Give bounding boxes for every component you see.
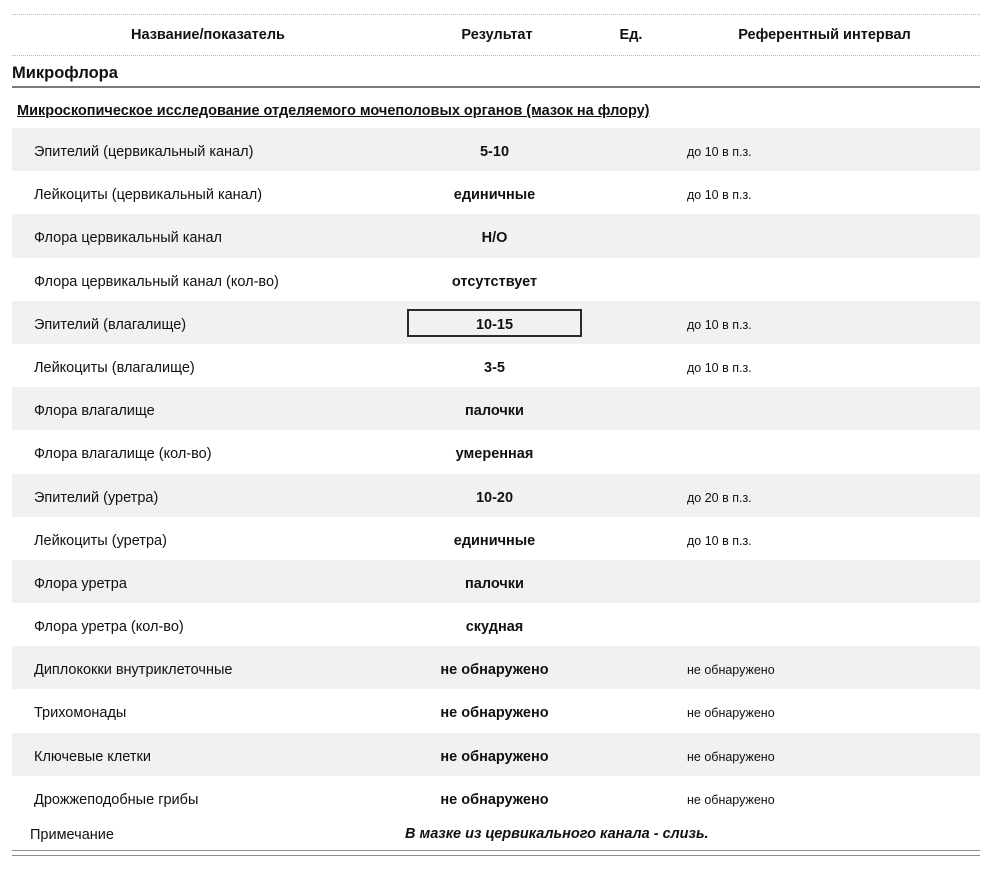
table-row xyxy=(12,344,980,387)
row-result: единичные xyxy=(453,532,536,549)
table-row xyxy=(12,603,980,646)
table-row xyxy=(12,430,980,473)
table-header xyxy=(12,14,980,56)
table-row xyxy=(12,258,980,301)
row-reference: до 10 в п.з. xyxy=(687,145,752,159)
row-name: Лейкоциты (цервикальный канал) xyxy=(34,187,263,204)
table-row xyxy=(12,128,980,171)
row-result: не обнаружено xyxy=(440,662,549,679)
row-name: Флора влагалище (кол-во) xyxy=(34,446,212,463)
row-reference: не обнаружено xyxy=(687,792,775,807)
row-name: Трихомонады xyxy=(34,705,127,722)
table-row xyxy=(12,387,980,430)
row-reference: не обнаружено xyxy=(687,749,775,764)
row-name: Флора уретра xyxy=(34,575,127,592)
row-name: Эпителий (уретра) xyxy=(34,489,159,506)
row-reference: до 10 в п.з. xyxy=(687,360,752,375)
row-reference: до 20 в п.з. xyxy=(687,490,752,505)
note-label: Примечание xyxy=(30,827,114,843)
row-result: палочки xyxy=(465,575,524,592)
row-result: умеренная xyxy=(455,446,534,463)
subsection-title: Микроскопическое исследование отделяемого мочеполовых органов (мазок на флору) xyxy=(17,103,650,119)
table-row xyxy=(12,689,980,732)
row-name: Эпителий (цервикальный канал) xyxy=(34,144,254,160)
row-result: 5-10 xyxy=(479,144,510,160)
row-reference: до 10 в п.з. xyxy=(687,188,752,203)
table-row xyxy=(12,214,980,257)
row-name: Лейкоциты (влагалище) xyxy=(34,359,195,376)
row-reference: не обнаружено xyxy=(687,663,775,678)
row-name: Диплококки внутриклеточные xyxy=(34,662,233,679)
row-result-highlighted: 10-15 xyxy=(407,309,582,337)
table-row xyxy=(12,733,980,776)
row-result: скудная xyxy=(465,619,524,636)
row-name: Лейкоциты (уретра) xyxy=(34,532,167,549)
table-row xyxy=(12,776,980,819)
section-title xyxy=(12,62,980,88)
row-name: Флора уретра (кол-во) xyxy=(34,619,184,636)
row-result: не обнаружено xyxy=(440,748,549,765)
bottom-divider xyxy=(12,850,980,856)
row-result: единичные xyxy=(453,187,536,204)
header-unit: Ед. xyxy=(619,27,643,43)
row-name: Ключевые клетки xyxy=(34,748,151,765)
row-name: Флора цервикальный канал xyxy=(34,230,223,247)
row-reference: до 10 в п.з. xyxy=(687,533,752,548)
row-result: 10-20 xyxy=(475,489,514,506)
table-row xyxy=(12,646,980,689)
table-row xyxy=(12,560,980,603)
row-result: Н/О xyxy=(481,230,508,247)
row-reference: не обнаружено xyxy=(687,706,775,721)
row-result: не обнаружено xyxy=(440,705,549,722)
table-row xyxy=(12,171,980,214)
row-result: отсутствует xyxy=(451,273,538,290)
row-name: Эпителий (влагалище) xyxy=(34,316,187,333)
row-name: Дрожжеподобные грибы xyxy=(34,791,199,808)
header-result: Результат xyxy=(461,27,533,43)
row-result: 3-5 xyxy=(484,359,505,376)
header-reference: Референтный интервал xyxy=(738,27,911,43)
row-reference: до 10 в п.з. xyxy=(687,317,752,332)
header-name: Название/показатель xyxy=(131,27,285,43)
table-row xyxy=(12,517,980,560)
row-name: Флора влагалище xyxy=(34,403,155,420)
results-table xyxy=(12,128,980,819)
row-name: Флора цервикальный канал (кол-во) xyxy=(34,273,279,290)
note-text: В мазке из цервикального канала - слизь. xyxy=(405,826,709,842)
section-title-text: Микрофлора xyxy=(12,64,118,82)
table-row xyxy=(12,301,980,344)
row-result: палочки xyxy=(465,403,524,420)
table-row xyxy=(12,474,980,517)
row-result: не обнаружено xyxy=(440,791,549,808)
